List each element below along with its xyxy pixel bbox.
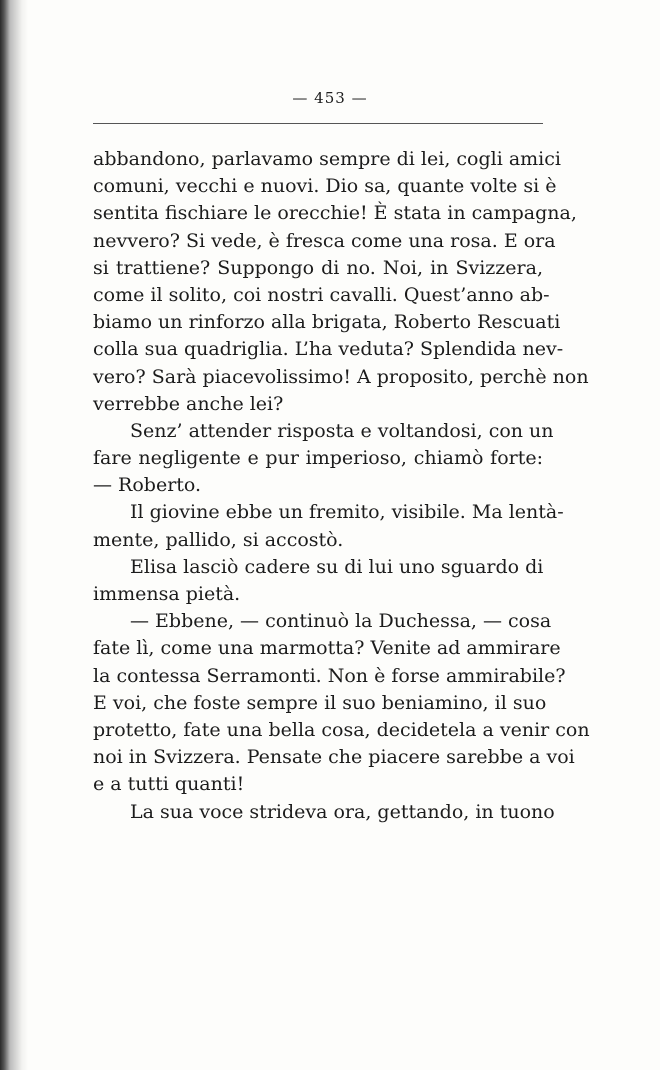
text-line: sentita fischiare le orecchie! È stata in campagna, (93, 202, 577, 225)
text-line: — Roberto. (93, 474, 202, 497)
text-line: fare negligente e pur imperioso, chiamò forte: (93, 447, 543, 470)
text-line: mente, pallido, si accostò. (93, 528, 344, 551)
text-line: fate lì, come una marmotta? Venite ad ammirare (93, 637, 561, 660)
text-line: biamo un rinforzo alla brigata, Roberto Rescuati (93, 311, 561, 334)
page-binding-shadow (0, 0, 28, 1070)
text-line: colla sua quadriglia. L’ha veduta? Splendida nev- (93, 338, 564, 361)
text-line: e a tutti quanti! (93, 773, 245, 796)
page-number: — 453 — (292, 89, 368, 107)
text-line: protetto, fate una bella cosa, decidetela a venir con (93, 718, 590, 741)
text-line: nevvero? Si vede, è fresca come una rosa. E ora (93, 229, 556, 252)
body-text (93, 146, 590, 826)
header-rule (93, 123, 543, 124)
text-line: Senz’ attender risposta e voltandosi, con un (130, 419, 554, 442)
text-line: come il solito, coi nostri cavalli. Quest’anno ab- (93, 283, 550, 306)
text-line: Il giovine ebbe un fremito, visibile. Ma lentà- (130, 501, 564, 524)
text-line: Elisa lasciò cadere su di lui uno sguardo di (130, 555, 544, 578)
text-line: — Ebbene, — continuò la Duchessa, — cosa (130, 610, 552, 633)
text-line: la contessa Serramonti. Non è forse ammirabile? (93, 664, 566, 687)
text-line: noi in Svizzera. Pensate che piacere sarebbe a voi (93, 746, 575, 769)
text-line: La sua voce strideva ora, gettando, in tuono (130, 800, 555, 823)
text-line: vero? Sarà piacevolissimo! A proposito, perchè non (93, 365, 589, 388)
text-line: verrebbe anche lei? (93, 392, 284, 415)
text-line: E voi, che foste sempre il suo beniamino, il suo (93, 691, 547, 714)
text-line: abbandono, parlavamo sempre di lei, cogli amici (93, 148, 561, 170)
text-line: comuni, vecchi e nuovi. Dio sa, quante volte si è (93, 175, 557, 198)
text-line: si trattiene? Suppongo di no. Noi, in Svizzera, (93, 256, 543, 279)
text-line: immensa pietà. (93, 583, 241, 605)
